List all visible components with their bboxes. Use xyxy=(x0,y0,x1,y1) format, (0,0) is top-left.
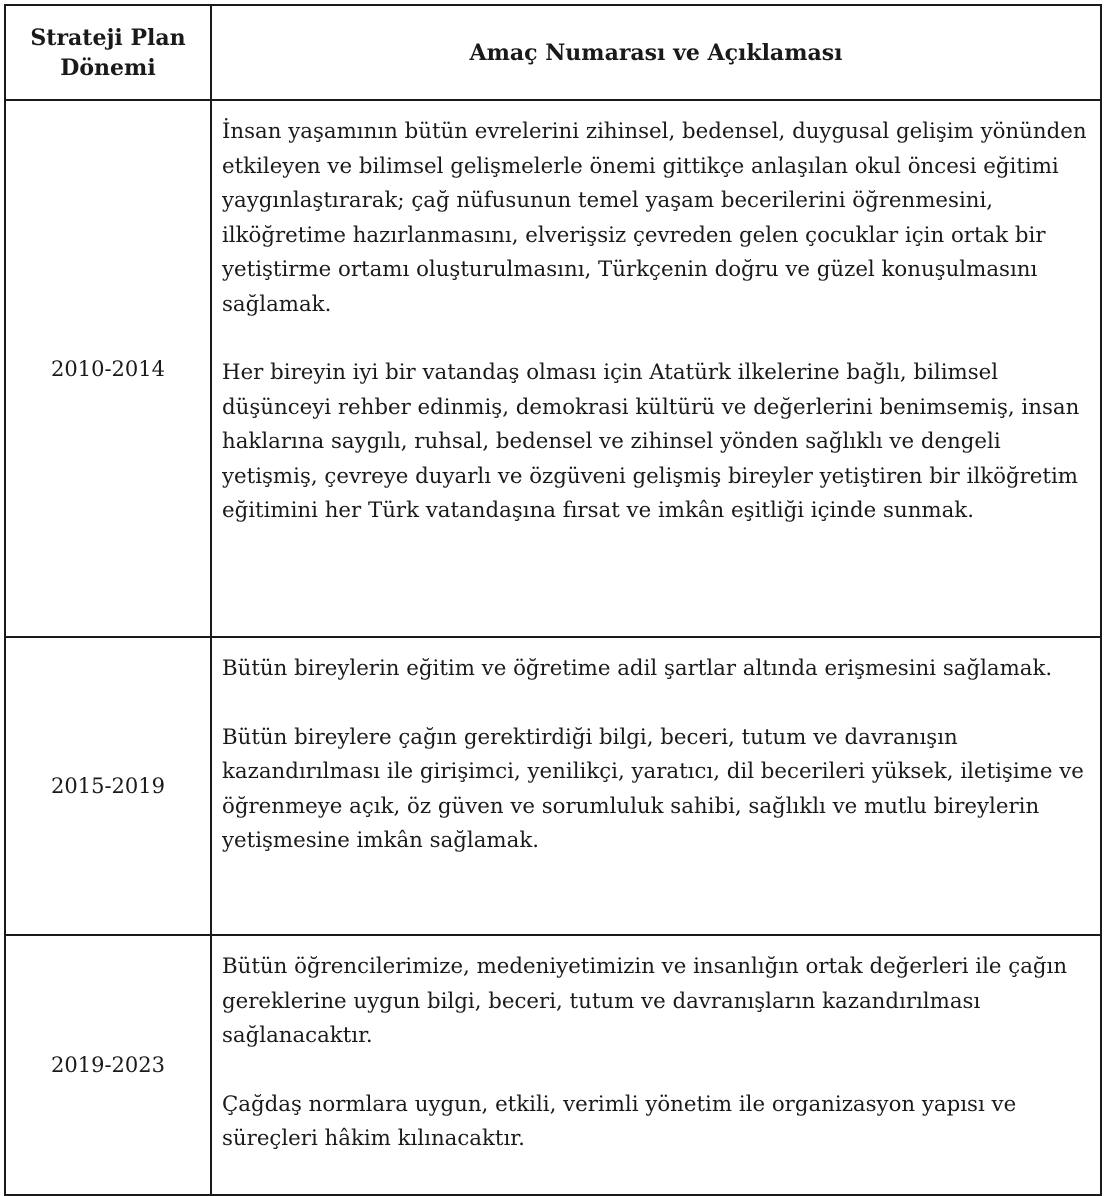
table-row xyxy=(5,935,1101,1195)
goals-cell xyxy=(211,637,1101,935)
goal-text: İnsan yaşamının bütün evrelerini zihinsel, bedensel, duygusal gelişim yönünden etkileyen ve bilimsel gelişmelerle önemi gittikçe anlaşılan okul öncesi eğitimi yaygınlaştırarak; çağ nüfusunun temel yaşam becerilerini öğrenmesini, ilköğretime hazırlanmasını, elverişsiz çevreden gelen çocuklar için ortak bir yetiştirme ortamı oluşturulmasını, Türkçenin doğru ve güzel konuşulmasını sağlamak. xyxy=(222,119,1087,317)
goals-cell xyxy=(211,935,1101,1195)
table-row xyxy=(5,637,1101,935)
table-row xyxy=(5,100,1101,637)
goals-cell xyxy=(211,100,1101,637)
strategic-plan-table xyxy=(4,4,1102,1196)
period-cell: 2019-2023 xyxy=(5,935,211,1195)
goal-column-header: Amaç Numarası ve Açıklaması xyxy=(211,5,1101,100)
goal-text: Çağdaş normlara uygun, etkili, verimli yönetim ile organizasyon yapısı ve süreçleri hâkim kılınacaktır. xyxy=(222,1091,1017,1151)
table-header-row xyxy=(5,5,1101,100)
period-cell: 2015-2019 xyxy=(5,637,211,935)
period-cell: 2010-2014 xyxy=(5,100,211,637)
goal-text: Bütün bireylerin eğitim ve öğretime adil şartlar altında erişmesini sağlamak. xyxy=(222,656,1053,681)
goal-text: Her bireyin iyi bir vatandaş olması için Atatürk ilkelerine bağlı, bilimsel düşünceyi rehber edinmiş, demokrasi kültürü ve değerlerini benimsemiş, insan haklarına saygılı, ruhsal, bedensel ve zihinsel yönden sağlıklı ve dengeli yetişmiş, çevreye duyarlı ve özgüveni gelişmiş bireyler yetiştiren bir ilköğretim eğitimini her Türk vatandaşına fırsat ve imkân eşitliği içinde sunmak. xyxy=(222,360,1080,523)
period-column-header: Strateji Plan Dönemi xyxy=(5,5,211,100)
goal-text: Bütün bireylere çağın gerektirdiği bilgi, beceri, tutum ve davranışın kazandırılması ile girişimci, yenilikçi, yaratıcı, dil becerileri yüksek, iletişime ve öğrenmeye açık, öz güven ve sorumluluk sahibi, sağlıklı ve mutlu bireylerin yetişmesine imkân sağlamak. xyxy=(222,724,1084,853)
goal-text: Bütün öğrencilerimize, medeniyetimizin ve insanlığın ortak değerleri ile çağın gereklerine uygun bilgi, beceri, tutum ve davranışların kazandırılması sağlanacaktır. xyxy=(222,954,1068,1048)
